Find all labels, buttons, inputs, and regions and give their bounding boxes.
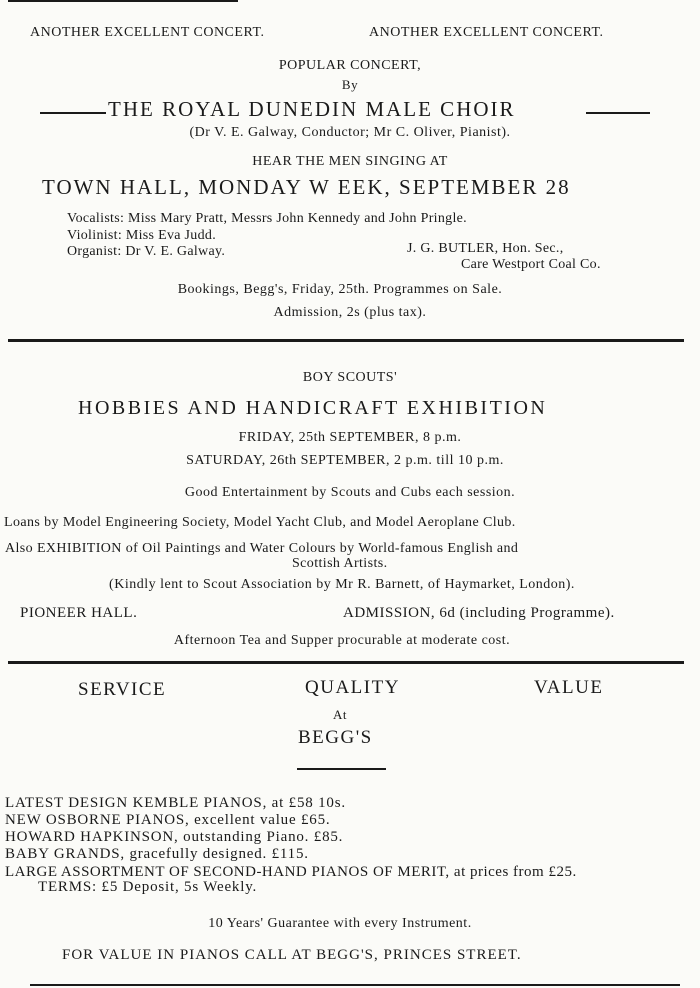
value-heading: VALUE <box>534 677 604 698</box>
bookings-line: Bookings, Begg's, Friday, 25th. Programmes on Sale. <box>177 282 503 297</box>
hear-line: HEAR THE MEN SINGING AT <box>252 154 448 169</box>
pioneer-hall: PIONEER HALL. <box>20 605 138 621</box>
vocalists-line: Vocalists: Miss Mary Pratt, Messrs John Kennedy and John Pringle. <box>67 211 467 226</box>
bottom-rule <box>30 984 680 986</box>
entertainment-line: Good Entertainment by Scouts and Cubs each session. <box>184 485 516 500</box>
beggs-underline <box>297 768 386 770</box>
terms-line: TERMS: £5 Deposit, 5s Weekly. <box>38 879 258 895</box>
popular-concert: POPULAR CONCERT, <box>278 58 422 73</box>
concert-headline-right: ANOTHER EXCELLENT CONCERT. <box>369 25 604 40</box>
choir-title: THE ROYAL DUNEDIN MALE CHOIR <box>108 97 516 121</box>
divider-1 <box>8 339 684 342</box>
piano-item-kemble: LATEST DESIGN KEMBLE PIANOS, at £58 10s. <box>5 795 346 811</box>
by-line: By <box>341 77 359 92</box>
scouts-org: BOY SCOUTS' <box>302 370 398 385</box>
organist-line: Organist: Dr V. E. Galway. <box>67 244 226 259</box>
exhibition-admission: ADMISSION, 6d (including Programme). <box>343 605 615 621</box>
conductor-line: (Dr V. E. Galway, Conductor; Mr C. Oliver, Pianist). <box>189 125 511 140</box>
secretary-line: J. G. BUTLER, Hon. Sec., <box>407 241 564 256</box>
top-rule <box>8 0 238 2</box>
divider-2 <box>8 661 684 664</box>
piano-item-osborne: NEW OSBORNE PIANOS, excellent value £65. <box>5 812 331 828</box>
guarantee-line: 10 Years' Guarantee with every Instrument. <box>208 916 472 931</box>
venue-line: TOWN HALL, MONDAY W EEK, SEPTEMBER 28 <box>42 175 571 199</box>
piano-item-hapkinson: HOWARD HAPKINSON, outstanding Piano. £85. <box>5 829 344 845</box>
exhibition-date-saturday: SATURDAY, 26th SEPTEMBER, 2 p.m. till 10 p.m. <box>186 453 504 468</box>
call-line: FOR VALUE IN PIANOS CALL AT BEGG'S, PRINCES STREET. <box>62 947 522 963</box>
exhibition-title: HOBBIES AND HANDICRAFT EXHIBITION <box>78 397 548 419</box>
also-line-cont: Scottish Artists. <box>292 556 388 571</box>
service-heading: SERVICE <box>78 679 167 700</box>
violinist-line: Violinist: Miss Eva Judd. <box>67 228 217 243</box>
choir-right-dash <box>586 112 650 114</box>
piano-item-baby-grands: BABY GRANDS, gracefully designed. £115. <box>5 846 309 862</box>
also-line: Also EXHIBITION of Oil Paintings and Water Colours by World-famous English and <box>5 541 519 556</box>
secretary-care-line: Care Westport Coal Co. <box>461 257 601 272</box>
beggs-name: BEGG'S <box>298 727 373 748</box>
concert-admission: Admission, 2s (plus tax). <box>273 305 427 320</box>
choir-left-dash <box>40 112 106 114</box>
quality-heading: QUALITY <box>305 677 400 698</box>
piano-item-second-hand: LARGE ASSORTMENT OF SECOND-HAND PIANOS OF MERIT, at prices from £25. <box>5 864 577 880</box>
exhibition-date-friday: FRIDAY, 25th SEPTEMBER, 8 p.m. <box>238 430 462 445</box>
loans-line: Loans by Model Engineering Society, Model Yacht Club, and Model Aeroplane Club. <box>4 515 516 530</box>
concert-headline-left: ANOTHER EXCELLENT CONCERT. <box>30 25 265 40</box>
tea-line: Afternoon Tea and Supper procurable at moderate cost. <box>173 633 511 648</box>
kindly-line: (Kindly lent to Scout Association by Mr R. Barnett, of Haymarket, London). <box>109 577 575 592</box>
at-label: At <box>333 707 347 722</box>
